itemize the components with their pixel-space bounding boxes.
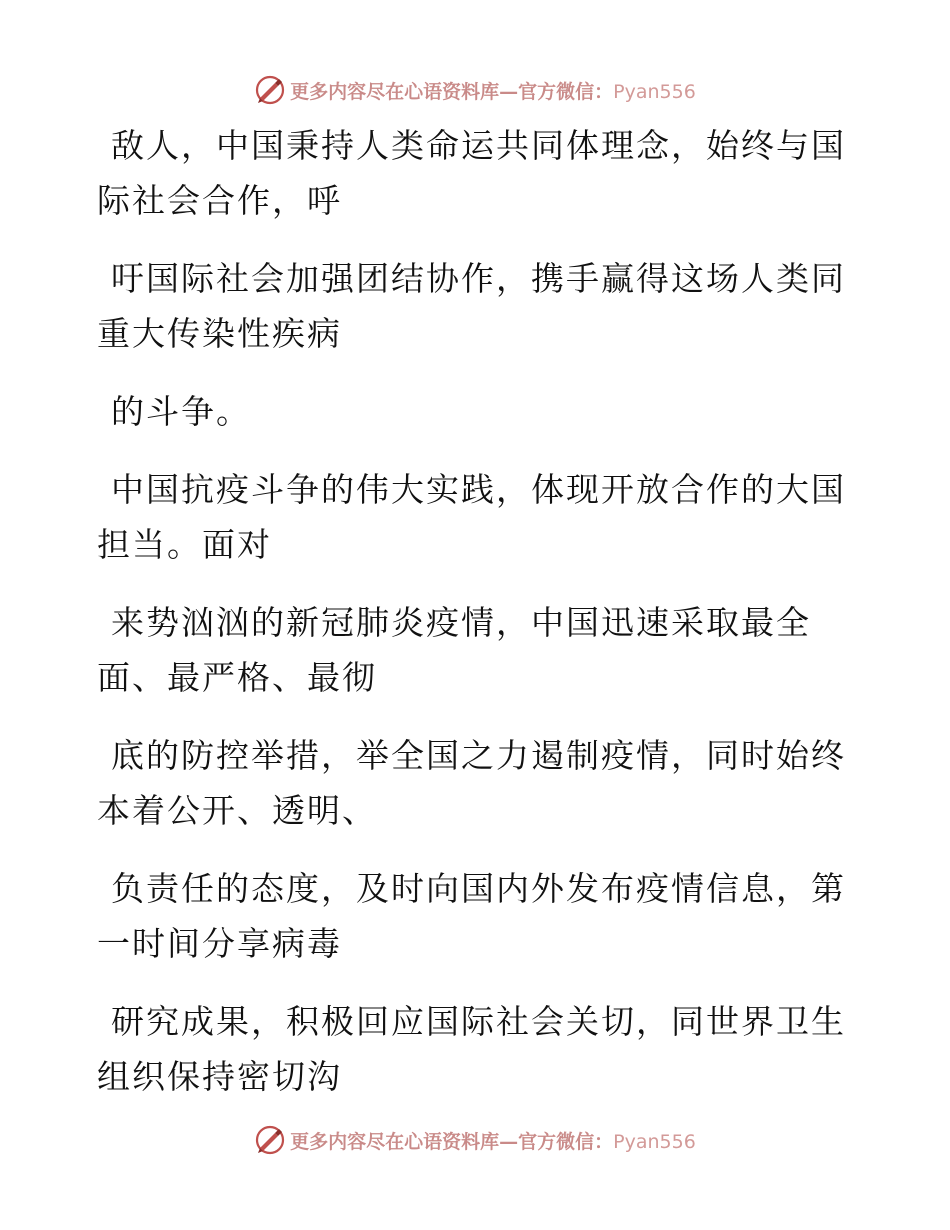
paragraph-line: 负责任的态度，及时向国内外发布疫情信息，第 bbox=[111, 869, 846, 908]
paragraph bbox=[97, 462, 846, 572]
paragraph bbox=[97, 861, 846, 971]
watermark-header bbox=[0, 70, 950, 110]
paragraph bbox=[97, 118, 846, 228]
paragraph-line: 研究成果，积极回应国际社会关切，同世界卫生 bbox=[111, 1002, 846, 1041]
paragraph-line: 敌人，中国秉持人类命运共同体理念，始终与国 bbox=[111, 126, 846, 165]
watermark-footer bbox=[0, 1120, 950, 1160]
paragraph bbox=[97, 251, 846, 361]
paragraph-line: 底的防控举措，举全国之力遏制疫情，同时始终 bbox=[111, 736, 846, 775]
watermark-text: 更多内容尽在心语资料库—官方微信：Pyan556 bbox=[290, 1130, 696, 1153]
paragraph bbox=[97, 728, 846, 838]
paragraph-line: 重大传染性疾病 bbox=[97, 314, 342, 353]
paragraph-line: 面、最严格、最彻 bbox=[97, 658, 377, 697]
paragraph bbox=[97, 994, 846, 1104]
watermark-text: 更多内容尽在心语资料库—官方微信：Pyan556 bbox=[290, 80, 696, 103]
paragraph bbox=[97, 384, 837, 439]
paragraph-line: 中国抗疫斗争的伟大实践，体现开放合作的大国 bbox=[111, 470, 846, 509]
paragraph-line: 的斗争。 bbox=[111, 392, 251, 431]
paragraph-line: 一时间分享病毒 bbox=[97, 924, 342, 963]
paragraph-line: 组织保持密切沟 bbox=[97, 1057, 342, 1096]
document-body bbox=[97, 118, 846, 1127]
paragraph bbox=[97, 595, 837, 705]
paragraph-line: 来势汹汹的新冠肺炎疫情，中国迅速采取最全 bbox=[111, 603, 811, 642]
paragraph-line: 本着公开、透明、 bbox=[97, 791, 377, 830]
paragraph-line: 担当。面对 bbox=[97, 525, 272, 564]
pen-logo-icon bbox=[254, 74, 286, 106]
pen-logo-icon bbox=[254, 1124, 286, 1156]
paragraph-line: 际社会合作，呼 bbox=[97, 181, 342, 220]
paragraph-line: 吁国际社会加强团结协作，携手赢得这场人类同 bbox=[111, 259, 846, 298]
